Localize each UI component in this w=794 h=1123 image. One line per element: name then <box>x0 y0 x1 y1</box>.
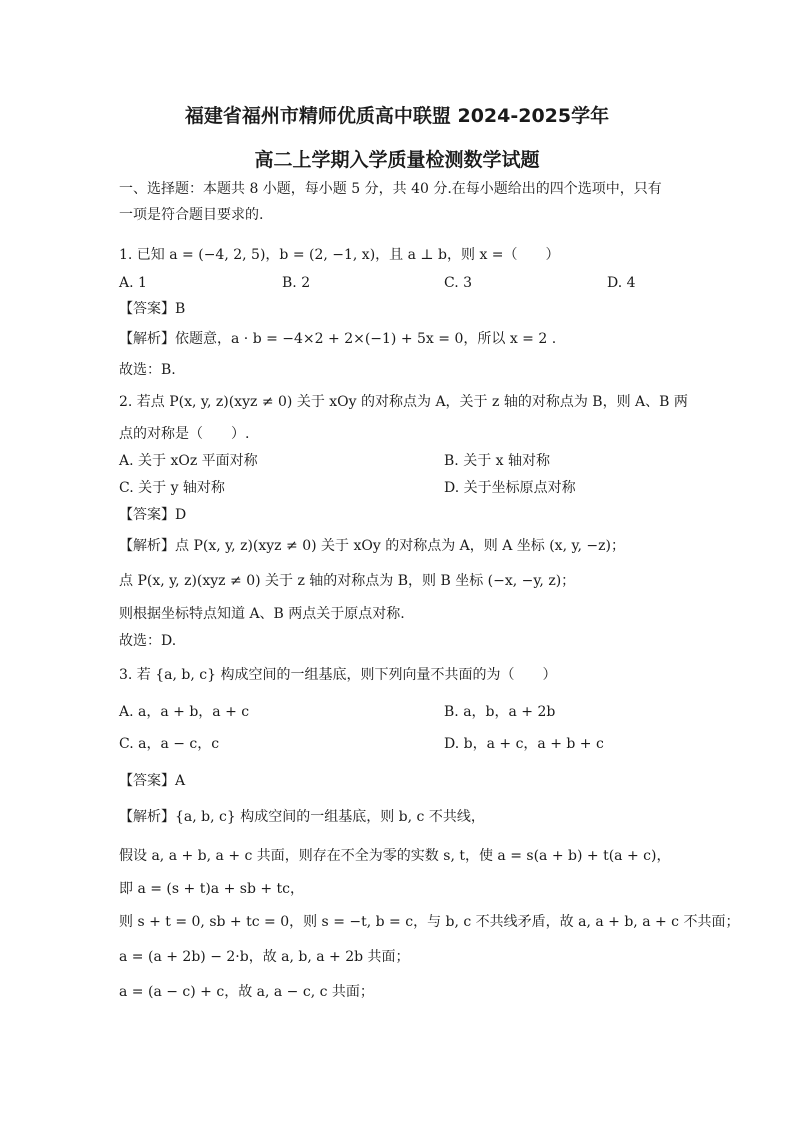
q3-option-b: B. a，b，a + 2b <box>444 704 556 720</box>
section-header-cont: 一项是符合题目要求的. <box>119 207 264 223</box>
q3-analysis-1: 【解析】{a, b, c} 构成空间的一组基底，则 b, c 不共线， <box>119 809 485 825</box>
q2-option-b: B. 关于 x 轴对称 <box>444 453 550 469</box>
q2-choose: 故选：D. <box>119 633 177 649</box>
q1-choose: 故选：B. <box>119 362 176 378</box>
q1-option-b: B. 2 <box>282 275 311 291</box>
q3-analysis-3: 即 a = (s + t)a + sb + tc， <box>119 881 305 897</box>
question-2-stem: 2. 若点 P(x, y, z)(xyz ≠ 0) 关于 xOy 的对称点为 A，关于 z 轴的对称点为 B，则 A、B 两 <box>119 394 688 410</box>
question-3-stem: 3. 若 {a, b, c} 构成空间的一组基底，则下列向量不共面的为（ ） <box>119 667 557 683</box>
q2-answer: 【答案】D <box>119 507 187 523</box>
q2-option-d: D. 关于坐标原点对称 <box>444 480 576 496</box>
q2-analysis-3: 则根据坐标特点知道 A、B 两点关于原点对称. <box>119 606 405 622</box>
q1-analysis: 【解析】依题意，a · b = −4×2 + 2×(−1) + 5x = 0，所以 x = 2 . <box>119 331 557 347</box>
q1-answer: 【答案】B <box>119 301 186 317</box>
q3-analysis-6: a = (a − c) + c，故 a, a − c, c 共面； <box>119 984 374 1000</box>
title-line-1: 福建省福州市精师优质高中联盟 2024-2025学年 <box>184 105 610 127</box>
q3-option-c: C. a，a − c，c <box>119 736 220 752</box>
q1-option-d: D. 4 <box>607 275 636 291</box>
q2-option-c: C. 关于 y 轴对称 <box>119 480 225 496</box>
q1-option-c: C. 3 <box>444 275 473 291</box>
q3-analysis-4: 则 s + t = 0, sb + tc = 0，则 s = −t, b = c，与 b, c 不共线矛盾，故 a, a + b, a + c 不共面； <box>119 914 740 930</box>
question-2-stem-cont: 点的对称是（ ）. <box>119 426 250 442</box>
section-header: 一、选择题：本题共 8 小题，每小题 5 分，共 40 分.在每小题给出的四个选项中，只有 <box>119 181 662 197</box>
q2-analysis-2: 点 P(x, y, z)(xyz ≠ 0) 关于 z 轴的对称点为 B，则 B 坐标 (−x, −y, z)； <box>119 573 576 589</box>
title-line-2: 高二上学期入学质量检测数学试题 <box>254 149 540 171</box>
question-1-stem: 1. 已知 a = (−4, 2, 5)，b = (2, −1, x)，且 a ⊥ b，则 x =（ ） <box>119 247 560 263</box>
q3-answer: 【答案】A <box>119 773 186 789</box>
q3-option-a: A. a，a + b，a + c <box>119 704 250 720</box>
q2-analysis-1: 【解析】点 P(x, y, z)(xyz ≠ 0) 关于 xOy 的对称点为 A，则 A 坐标 (x, y, −z)； <box>119 538 625 554</box>
q3-analysis-5: a = (a + 2b) − 2·b，故 a, b, a + 2b 共面； <box>119 949 410 965</box>
q1-option-a: A. 1 <box>119 275 147 291</box>
q3-option-d: D. b，a + c，a + b + c <box>444 736 604 752</box>
q3-analysis-2: 假设 a, a + b, a + c 共面，则存在不全为零的实数 s, t，使 a = s(a + b) + t(a + c)， <box>119 848 671 864</box>
q2-option-a: A. 关于 xOz 平面对称 <box>119 453 258 469</box>
